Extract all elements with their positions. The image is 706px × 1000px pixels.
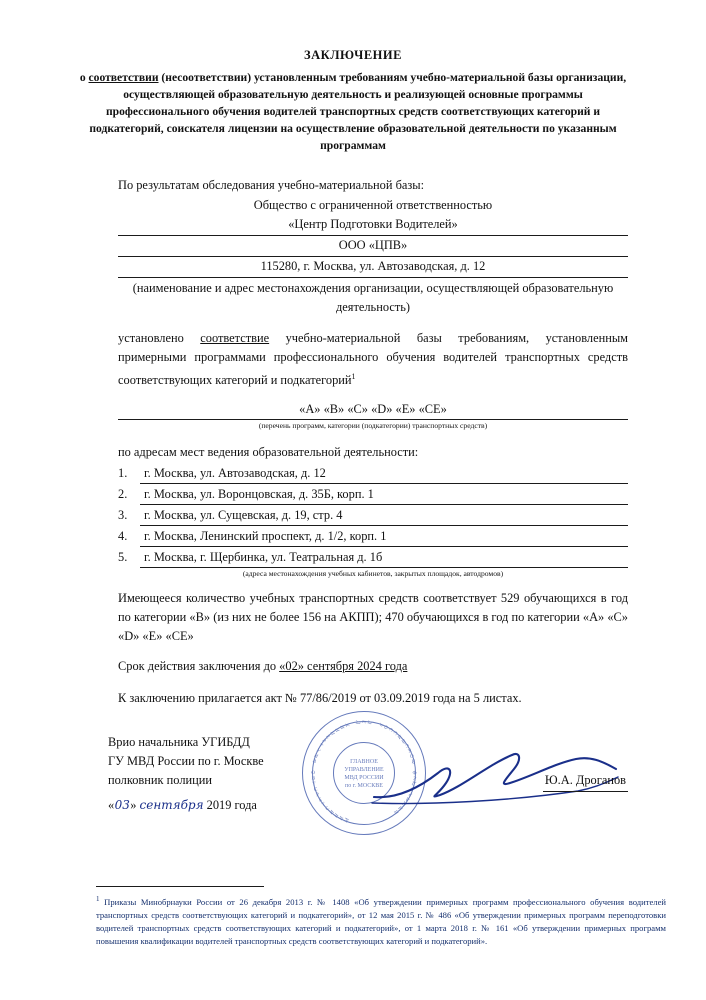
page-title: ЗАКЛЮЧЕНИЕ bbox=[304, 48, 402, 62]
act-paragraph: К заключению прилагается акт № 77/86/2019 от 03.09.2019 года на 5 листах. bbox=[118, 691, 522, 706]
conclusion-paragraph bbox=[118, 329, 628, 390]
addresses-caption: (адреса местонахождения учебных кабинетов, закрытых площадок, автодромов) bbox=[242, 569, 504, 579]
subtitle-underlined: соответствии bbox=[88, 71, 159, 84]
subtitle-before: о bbox=[79, 71, 89, 84]
list-item bbox=[118, 484, 628, 505]
stamp-center-line-2: УПРАВЛЕНИЕ bbox=[344, 767, 384, 774]
term-paragraph bbox=[118, 657, 628, 675]
divider-3 bbox=[118, 277, 628, 278]
addresses-list bbox=[118, 463, 628, 568]
footnote-marker-inline: 1 bbox=[351, 372, 356, 381]
footnote-divider bbox=[96, 886, 264, 887]
term-before: Срок действия заключения до bbox=[118, 659, 280, 674]
date-month: сентября bbox=[139, 798, 204, 813]
date-year: 2019 года bbox=[206, 798, 257, 813]
date-day: 03 bbox=[114, 798, 130, 813]
organization-caption: (наименование и адрес местонахождения организации, осуществляющей образовательную деятельность) bbox=[132, 281, 614, 314]
list-item bbox=[118, 547, 628, 568]
organization-line-2: «Центр Подготовки Водителей» bbox=[288, 217, 458, 231]
address-number: 2. bbox=[118, 487, 128, 502]
stamp-center-line-4: по г. МОСКВЕ bbox=[345, 783, 383, 790]
date-quote-close: » bbox=[130, 798, 137, 813]
footnote-marker: 1 bbox=[96, 895, 100, 904]
stamp-center-line-1: ГЛАВНОЕ bbox=[350, 759, 378, 766]
address-number: 5. bbox=[118, 550, 128, 565]
signature-block bbox=[40, 719, 666, 825]
document-body bbox=[40, 176, 666, 707]
list-item bbox=[118, 526, 628, 547]
addresses-intro: по адресам мест ведения образовательной деятельности: bbox=[118, 445, 419, 460]
address-number: 1. bbox=[118, 466, 128, 481]
intro-text: По результатам обследования учебно-материальной базы: bbox=[118, 178, 425, 192]
date-quote-open: « bbox=[108, 798, 115, 813]
address-number: 4. bbox=[118, 529, 128, 544]
address-text: г. Москва, ул. Сущевская, д. 19, стр. 4 bbox=[140, 505, 628, 526]
stamp-center-line-3: МВД РОССИИ bbox=[344, 775, 384, 782]
position-line-1: Врио начальника УГИБДД bbox=[108, 735, 250, 750]
address-number: 3. bbox=[118, 508, 128, 523]
signature-date bbox=[108, 796, 628, 815]
organization-block bbox=[118, 196, 628, 317]
conclusion-after: учебно-материальной базы требованиям, установленным примерными программами профессионального обучения водителей транспортных средств соответствующих категорий и подкатегорий bbox=[118, 331, 628, 388]
conclusion-before: установлено bbox=[118, 331, 201, 345]
term-date: «02» сентября 2024 года bbox=[279, 659, 408, 674]
footnote-section bbox=[96, 886, 666, 948]
organization-line-4: 115280, г. Москва, ул. Автозаводская, д. 12 bbox=[260, 259, 486, 273]
list-item bbox=[118, 463, 628, 484]
address-text: г. Москва, Ленинский проспект, д. 1/2, корп. 1 bbox=[140, 526, 628, 547]
address-text: г. Москва, г. Щербинка, ул. Театральная д. 1б bbox=[140, 547, 628, 568]
subtitle-after: (несоответствии) установленным требованиям учебно-материальной базы организации, осуществляющей образовательную деятельность и реализующей основные программы профессионального обучения водителей транспортных средств соответствующих категорий и подкатегорий, соискателя лицензии на осуществление образовательной деятельности по указанным программам bbox=[89, 71, 627, 152]
signatory-name: Ю.А. Дроганов bbox=[543, 771, 628, 792]
categories-caption: (перечень программ, категории (подкатегории) транспортных средств) bbox=[258, 421, 488, 431]
vehicles-amount-paragraph: Имеющееся количество учебных транспортных средств соответствует 529 обучающихся в год по категории «B» (из них не более 156 на АКПП); 470 обучающихся в год по категории «A» «C» «D» «E» «CE» bbox=[118, 591, 628, 644]
footnote-text bbox=[96, 893, 666, 948]
address-text: г. Москва, ул. Автозаводская, д. 12 bbox=[140, 463, 628, 484]
conclusion-underlined: соответствие bbox=[200, 331, 270, 345]
footnote-body: Приказы Минобрнауки России от 26 декабря 2013 г. № 1408 «Об утверждении примерных программ профессионального обучения водителей транспортных средств соответствующих категорий и подкатегорий», от 12 мая 2015 г. № 486 «Об утверждении примерных программ переподготовки водителей транспортных средств соответствующих категорий и подкатегорий», от 1 марта 2018 г. № 161 «Об утверждении примерных программ повышения квалификации водителей транспортных средств соответствующих категорий и подкатегорий». bbox=[96, 897, 666, 946]
address-text: г. Москва, ул. Воронцовская, д. 35Б, корп. 1 bbox=[140, 484, 628, 505]
list-item bbox=[118, 505, 628, 526]
position-line-2: ГУ МВД России по г. Москве bbox=[108, 754, 264, 769]
categories-value: «A» «B» «C» «D» «E» «CE» bbox=[299, 402, 447, 417]
document-subtitle bbox=[78, 69, 628, 154]
divider-categories bbox=[118, 419, 628, 420]
stamp-outer-text: М И Н И С Т Е Р С Т В О В Н У Т Р Е Н Н И Х Д Е Л Р О С С И Й С К О Й Ф Е Д Е Р А Ц И И bbox=[310, 719, 418, 825]
organization-line-3: ООО «ЦПВ» bbox=[338, 238, 408, 252]
organization-line-1: Общество с ограниченной ответственностью bbox=[253, 198, 493, 212]
position-line-3: полковник полиции bbox=[108, 773, 213, 788]
signatory-position bbox=[108, 733, 438, 790]
